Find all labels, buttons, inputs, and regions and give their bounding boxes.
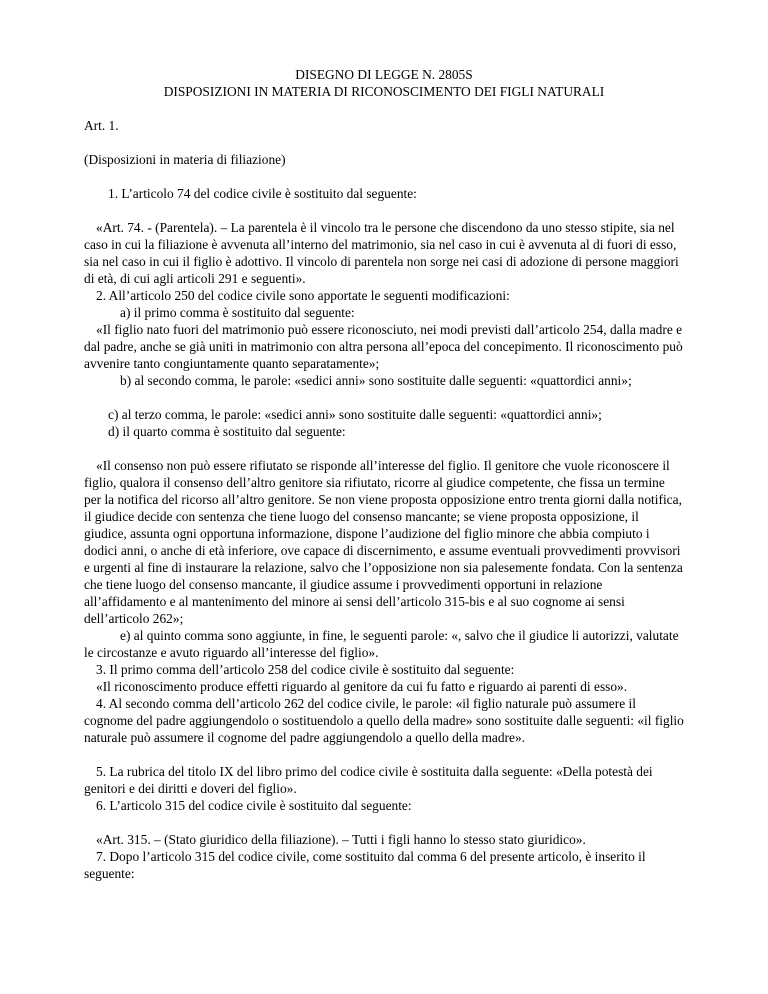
document-title: DISEGNO DI LEGGE N. 2805S [295,67,473,82]
paragraph: 6. L’articolo 315 del codice civile è sostituito dal seguente: [96,798,412,813]
paragraph: 1. L’articolo 74 del codice civile è sostituito dal seguente: [108,186,417,201]
paragraph: 3. Il primo comma dell’articolo 258 del codice civile è sostituito dal seguente: [96,662,515,677]
document-subtitle: DISPOSIZIONI IN MATERIA DI RICONOSCIMENTO DEI FIGLI NATURALI [163,84,605,99]
paragraph: «Art. 315. – (Stato giuridico della filiazione). – Tutti i figli hanno lo stesso stato giuridico». [96,832,586,847]
paragraph: 2. All’articolo 250 del codice civile sono apportate le seguenti modificazioni: [96,288,510,303]
paragraph: 7. Dopo l’articolo 315 del codice civile, come sostituito dal comma 6 del presente articolo, è inserito il seguente: [84,849,646,881]
paragraph: 5. La rubrica del titolo IX del libro primo del codice civile è sostituita dalla seguente: «Della potestà dei genitori e dei diritti e doveri del figlio». [84,764,653,796]
paragraph: «Il figlio nato fuori del matrimonio può essere riconosciuto, nei modi previsti dall’articolo 254, dalla madre e dal padre, anche se già uniti in matrimonio con altra persona all’epoca del concepimento. Il riconoscimento può avvenire tanto congiuntamente quanto separatamente»; [84,322,683,371]
paragraph: b) al secondo comma, le parole: «sedici anni» sono sostituite dalle seguenti: «quattordici anni»; [120,373,632,388]
paragraph: «Art. 74. - (Parentela). – La parentela è il vincolo tra le persone che discendono da uno stesso stipite, sia nel caso in cui la filiazione è avvenuta all’interno del matrimonio, sia nel caso in cui è avvenuta al di fuori di esso, sia nel caso in cui il figlio è adottivo. Il vincolo di parentela non sorge nei casi di adozione di persone maggiori di età, di cui agli articoli 291 e seguenti». [84,220,679,286]
article-subheading: (Disposizioni in materia di filiazione) [84,152,286,167]
paragraph: «Il consenso non può essere rifiutato se risponde all’interesse del figlio. Il genitore che vuole riconoscere il figlio, qualora il consenso dell’altro genitore sia rifiutato, ricorre al giudice competente, che fissa un termine per la notifica del ricorso all’altro genitore. Se non viene proposta opposizione entro trenta giorni dalla notifica, il giudice decide con sentenza che tiene luogo del consenso mancante; se viene proposta opposizione, il giudice, assunta ogni opportuna informazione, dispone l’audizione del figlio minore che abbia compiuto i dodici anni, o anche di età inferiore, ove capace di discernimento, e assume eventuali provvedimenti provvisori e urgenti al fine di instaurare la relazione, salvo che l’opposizione non sia palesemente fondata. Con la sentenza che tiene luogo del consenso mancante, il giudice assume i provvedimenti opportuni in relazione all’affidamento e al mantenimento del minore ai sensi dell’articolo 315-bis e al suo cognome ai sensi dell’articolo 262»; [84,458,683,626]
paragraph: d) il quarto comma è sostituito dal seguente: [108,424,346,439]
paragraph: a) il primo comma è sostituito dal seguente: [120,305,355,320]
article-heading: Art. 1. [84,118,119,133]
paragraph: «Il riconoscimento produce effetti riguardo al genitore da cui fu fatto e riguardo ai parenti di esso». [96,679,628,694]
paragraph: e) al quinto comma sono aggiunte, in fine, le seguenti parole: «, salvo che il giudice li autorizzi, valutate le circostanze e avuto riguardo all’interesse del figlio». [84,628,679,660]
paragraph: c) al terzo comma, le parole: «sedici anni» sono sostituite dalle seguenti: «quattordici anni»; [108,407,602,422]
paragraph: 4. Al secondo comma dell’articolo 262 del codice civile, le parole: «il figlio naturale può assumere il cognome del padre aggiungendolo o sostituendolo a quello della madre» sono sostituite dalle seguenti: «il figlio naturale può assumere il cognome del padre aggiungendolo a quello della madre». [84,696,684,745]
